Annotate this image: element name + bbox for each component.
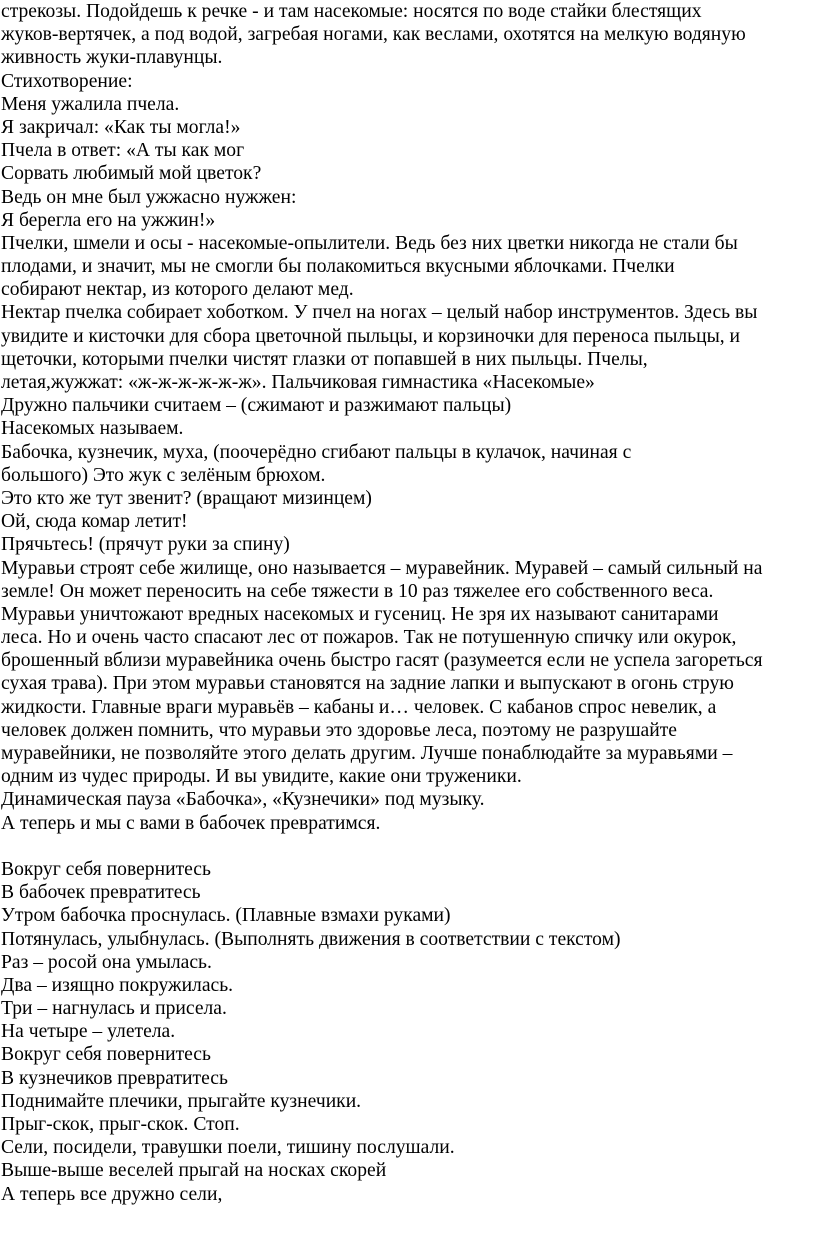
poem-line: Ведь он мне был ужжасно нужжен: xyxy=(1,186,297,208)
verse-line: На четыре – улетела. xyxy=(1,1021,176,1043)
verse-line: Потянулась, улыбнулась. (Выполнять движения в соответствии с текстом) xyxy=(1,928,621,950)
text-line: муравейники, не позволяйте этого делать другим. Лучше понаблюдайте за муравьями – xyxy=(1,743,733,764)
text-line: Бабочка, кузнечик, муха, (поочерёдно сгибают пальцы в кулачок, начиная с xyxy=(1,441,632,463)
text-line: Муравьи строят себе жилище, оно называется – муравейник. Муравей – самый сильный на xyxy=(1,557,763,579)
verse-line: Поднимайте плечики, прыгайте кузнечики. xyxy=(1,1090,362,1112)
verse-line: Сели, посидели, травушки поели, тишину послушали. xyxy=(1,1137,455,1159)
text-line: Насекомых называем. xyxy=(1,418,184,440)
text-line: живность жуки-плавунцы. xyxy=(1,47,223,69)
verse-line: Вокруг себя повернитесь xyxy=(1,1044,211,1066)
text-line: Дружно пальчики считаем – (сжимают и разжимают пальцы) xyxy=(1,395,512,417)
verse-line: Вокруг себя повернитесь xyxy=(1,858,211,880)
verse-line: Раз – росой она умылась. xyxy=(1,951,212,973)
text-line: собирают нектар, из которого делают мед. xyxy=(1,279,354,301)
verse-line: Прыг-скок, прыг-скок. Стоп. xyxy=(1,1114,240,1135)
poem-line: Я берегла его на ужжин!» xyxy=(1,209,216,231)
text-line: плодами, и значит, мы не смогли бы полакомиться вкусными яблочками. Пчелки xyxy=(1,256,675,278)
text-line: большого) Это жук с зелёным брюхом. xyxy=(1,464,326,486)
text-line: человек должен помнить, что муравьи это здоровье леса, поэтому не разрушайте xyxy=(1,719,677,741)
verse-line: В кузнечиков превратитесь xyxy=(1,1067,228,1089)
poem-line: Я закричал: «Как ты могла!» xyxy=(1,116,241,138)
verse-line: А теперь все дружно сели, xyxy=(1,1183,223,1205)
text-line: земле! Он может переносить на себе тяжести в 10 раз тяжелее его собственного веса. xyxy=(1,580,714,602)
verse-line: Три – нагнулась и присела. xyxy=(1,998,227,1020)
text-line: щеточки, которыми пчелки чистят глазки от попавшей в них пыльцы. Пчелы, xyxy=(1,348,648,370)
verse-line: Утром бабочка проснулась. (Плавные взмахи руками) xyxy=(1,905,451,927)
text-line: Ой, сюда комар летит! xyxy=(1,511,188,533)
text-line: Это кто же тут звенит? (вращают мизинцем) xyxy=(1,487,372,509)
poem-line: Меня ужалила пчела. xyxy=(1,93,180,115)
text-line: Нектар пчелка собирает хоботком. У пчел на ногах – целый набор инструментов. Здесь вы xyxy=(1,302,758,324)
text-line: Прячьтесь! (прячут руки за спину) xyxy=(1,534,290,556)
verse-line: Два – изящно покружилась. xyxy=(1,974,234,996)
text-line: Стихотворение: xyxy=(1,70,133,92)
text-line: жидкости. Главные враги муравьёв – кабаны и… человек. С кабанов спрос невелик, а xyxy=(1,696,717,718)
text-line: Пчелки, шмели и осы - насекомые-опылители. Ведь без них цветки никогда не стали бы xyxy=(1,232,738,254)
text-line: увидите и кисточки для сбора цветочной пыльцы, и корзиночки для переноса пыльцы, и xyxy=(1,325,741,347)
text-line: одним из чудес природы. И вы увидите, какие они труженики. xyxy=(1,766,522,788)
text-line: жуков-вертячек, а под водой, загребая ногами, как веслами, охотятся на мелкую водяную xyxy=(1,24,746,46)
verse-line: Выше-выше веселей прыгай на носках скорей xyxy=(1,1160,387,1182)
blank-line xyxy=(1,835,816,858)
text-line: сухая трава). При этом муравьи становятся на задние лапки и выпускают в огонь струю xyxy=(1,673,734,695)
poem-line: Сорвать любимый мой цветок? xyxy=(1,163,262,185)
text-line: стрекозы. Подойдешь к речке - и там насекомые: носятся по воде стайки блестящих xyxy=(1,1,702,22)
text-line: леса. Но и очень часто спасают лес от пожаров. Так не потушенную спичку или окурок, xyxy=(1,627,737,649)
poem-line: Пчела в ответ: «А ты как мог xyxy=(1,140,245,162)
text-line: летая,жужжат: «ж-ж-ж-ж-ж-ж». Пальчиковая гимнастика «Насекомые» xyxy=(1,372,595,393)
text-line: Динамическая пауза «Бабочка», «Кузнечики» под музыку. xyxy=(1,789,485,811)
text-line: Муравьи уничтожают вредных насекомых и гусениц. Не зря их называют санитарами xyxy=(1,603,719,625)
text-line: А теперь и мы с вами в бабочек превратимся. xyxy=(1,812,381,834)
verse-line: В бабочек превратитесь xyxy=(1,882,201,904)
text-line: брошенный вблизи муравейника очень быстро гасят (разумеется если не успела загореться xyxy=(1,650,763,672)
